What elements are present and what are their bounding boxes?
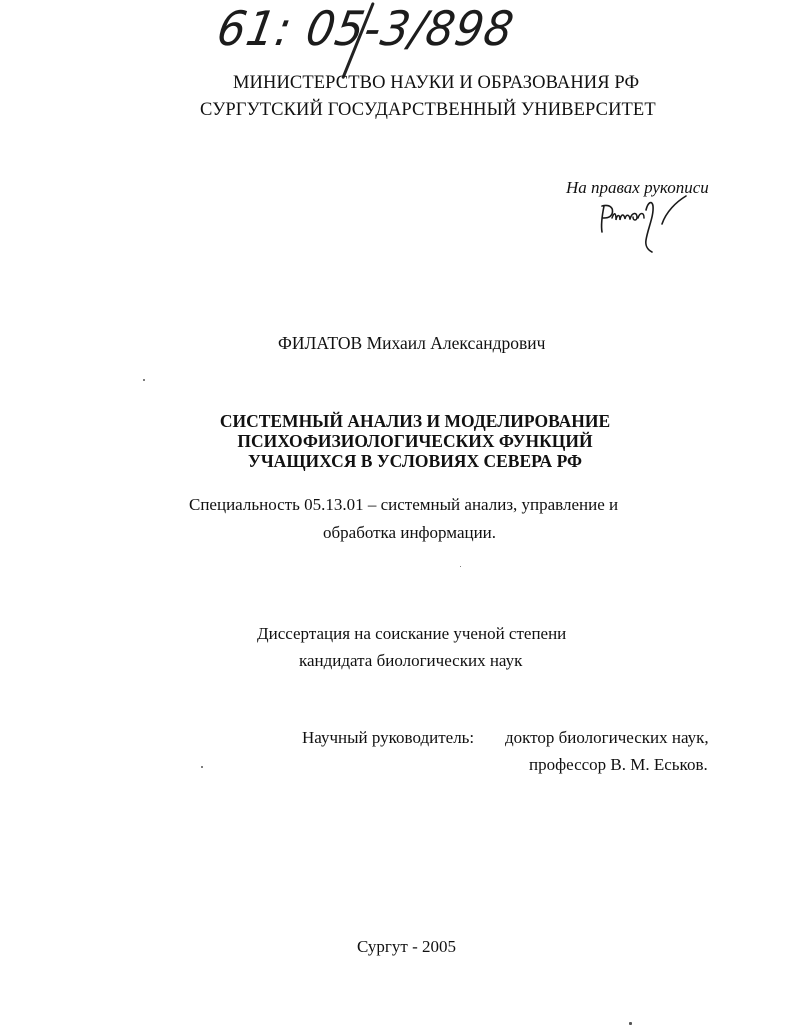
manuscript-rights-note: На правах рукописи <box>566 178 709 197</box>
supervisor-name: профессор В. М. Еськов. <box>529 755 708 774</box>
ministry-heading: МИНИСТЕРСТВО НАУКИ И ОБРАЗОВАНИЯ РФ <box>233 73 640 93</box>
title-line-3: УЧАЩИХСЯ В УСЛОВИЯХ СЕВЕРА РФ <box>248 451 582 471</box>
scan-speck <box>201 766 203 768</box>
dissertation-degree-line-1: Диссертация на соискание ученой степени <box>257 624 567 643</box>
scan-speck <box>629 1022 632 1025</box>
author-name: ФИЛАТОВ Михаил Александрович <box>278 333 546 353</box>
scan-speck <box>143 379 145 381</box>
dissertation-degree-line-2: кандидата биологических наук <box>299 651 523 670</box>
dissertation-title <box>160 411 670 471</box>
signature-icon <box>590 188 700 260</box>
city-year-footer: Сургут - 2005 <box>357 937 456 956</box>
supervisor-label: Научный руководитель: <box>302 728 475 747</box>
title-line-1: СИСТЕМНЫЙ АНАЛИЗ И МОДЕЛИРОВАНИЕ <box>219 411 611 431</box>
scan-speck <box>460 566 461 567</box>
specialty-line-1: Специальность 05.13.01 – системный анализ, управление и <box>189 495 619 514</box>
title-line-2: ПСИХОФИЗИОЛОГИЧЕСКИХ ФУНКЦИЙ <box>237 431 593 451</box>
specialty-line-2: обработка информации. <box>323 523 497 542</box>
handwritten-archive-number: 61: 05-3/898 <box>213 1 519 57</box>
supervisor-degree: доктор биологических наук, <box>505 728 709 747</box>
university-heading: СУРГУТСКИЙ ГОСУДАРСТВЕННЫЙ УНИВЕРСИТЕТ <box>200 100 656 120</box>
